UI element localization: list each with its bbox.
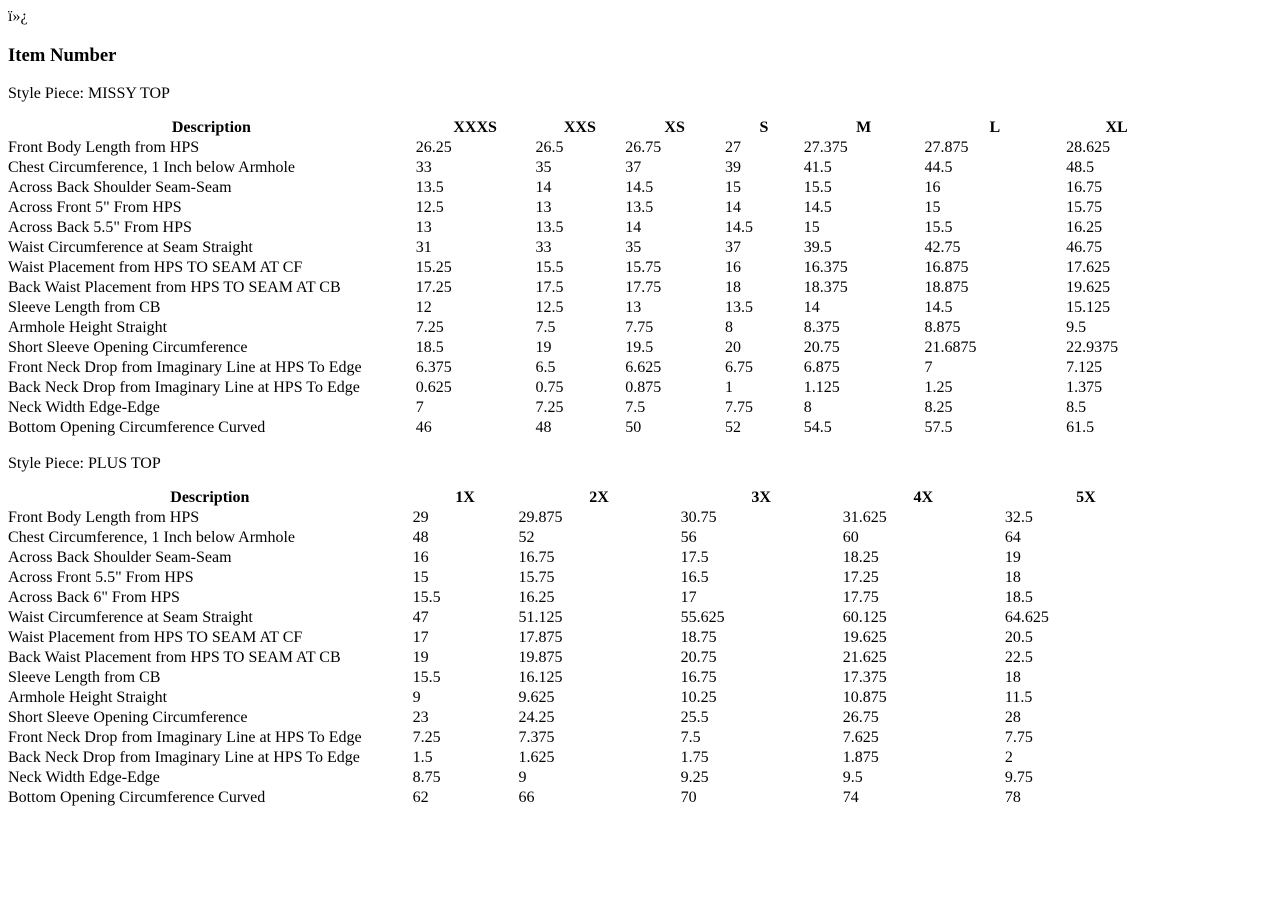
- measurement-value: 0.625: [415, 379, 452, 396]
- measurement-value: 1.75: [680, 749, 709, 766]
- column-header: 2X: [589, 489, 609, 506]
- measurement-value: 13: [625, 299, 642, 316]
- measurement-value: 27: [725, 139, 741, 156]
- table-row: [8, 199, 1167, 217]
- measurement-value: 62: [412, 789, 429, 806]
- measurement-value: 14.5: [803, 199, 832, 216]
- measurement-value: 8: [803, 399, 812, 416]
- measurement-value: 1.625: [518, 749, 555, 766]
- measurement-value: 31.625: [842, 509, 887, 526]
- encoding-artifact-text: ï»¿: [8, 8, 28, 25]
- measurement-value: 15.5: [412, 589, 441, 606]
- measurement-value: 19.625: [842, 629, 887, 646]
- measurement-value: 52: [725, 419, 741, 436]
- measurement-value: 14: [725, 199, 741, 216]
- measurement-description: Across Back Shoulder Seam-Seam: [8, 179, 232, 196]
- column-header: M: [856, 119, 872, 136]
- measurement-value: 54.5: [803, 419, 832, 436]
- measurement-value: 26.25: [415, 139, 452, 156]
- table-row: [8, 789, 1167, 807]
- measurement-value: 64: [1004, 529, 1021, 546]
- table-row: [8, 419, 1167, 437]
- measurement-value: 41.5: [803, 159, 832, 176]
- measurement-value: 19.875: [518, 649, 563, 666]
- measurement-description: Short Sleeve Opening Circumference: [8, 339, 248, 356]
- measurement-value: 9: [412, 689, 421, 706]
- measurement-value: 28.625: [1066, 139, 1111, 156]
- measurement-value: 7.5: [680, 729, 701, 746]
- measurement-value: 29.875: [518, 509, 563, 526]
- measurement-value: 57.5: [924, 419, 953, 436]
- measurement-value: 12.5: [415, 199, 444, 216]
- measurement-value: 32.5: [1004, 509, 1033, 526]
- measurement-value: 7.125: [1066, 359, 1103, 376]
- plus-size-table: [7, 487, 1168, 809]
- measurement-value: 2: [1004, 749, 1013, 766]
- measurement-value: 48.5: [1066, 159, 1095, 176]
- measurement-value: 6.5: [535, 359, 556, 376]
- table-row: [8, 589, 1167, 607]
- measurement-value: 17.25: [415, 279, 452, 296]
- measurement-value: 37: [725, 239, 741, 256]
- measurement-value: 18.5: [1004, 589, 1033, 606]
- measurement-description: Neck Width Edge-Edge: [8, 399, 160, 416]
- measurement-value: 7.25: [412, 729, 441, 746]
- table-row: [8, 259, 1167, 277]
- measurement-value: 14.5: [725, 219, 753, 236]
- measurement-description: Neck Width Edge-Edge: [8, 769, 160, 786]
- measurement-value: 8: [725, 319, 733, 336]
- measurement-description: Short Sleeve Opening Circumference: [8, 709, 248, 726]
- table-row: [8, 139, 1167, 157]
- measurement-value: 60.125: [842, 609, 887, 626]
- measurement-description: Armhole Height Straight: [8, 689, 168, 706]
- measurement-description: Back Waist Placement from HPS TO SEAM AT CB: [8, 279, 341, 296]
- column-header: XXXS: [453, 119, 497, 136]
- measurement-value: 9: [518, 769, 527, 786]
- measurement-value: 6.875: [803, 359, 840, 376]
- measurement-value: 52: [518, 529, 535, 546]
- measurement-value: 19: [535, 339, 552, 356]
- measurement-description: Waist Placement from HPS TO SEAM AT CF: [8, 629, 303, 646]
- measurement-value: 33: [415, 159, 432, 176]
- measurement-value: 18: [1004, 669, 1021, 686]
- measurement-description: Sleeve Length from CB: [8, 299, 161, 316]
- measurement-value: 7: [924, 359, 933, 376]
- measurement-value: 8.875: [924, 319, 961, 336]
- measurement-value: 6.625: [625, 359, 662, 376]
- measurement-value: 0.75: [535, 379, 564, 396]
- measurement-value: 20: [725, 339, 741, 356]
- measurement-value: 1: [725, 379, 733, 396]
- table-row: [8, 509, 1167, 527]
- table-row: [8, 319, 1167, 337]
- column-header: XXS: [563, 119, 596, 136]
- measurement-value: 9.625: [518, 689, 555, 706]
- measurement-value: 35: [535, 159, 552, 176]
- measurement-description: Front Body Length from HPS: [8, 139, 200, 156]
- table-row: [8, 399, 1167, 417]
- measurement-value: 61.5: [1066, 419, 1095, 436]
- measurement-value: 19.625: [1066, 279, 1111, 296]
- plus-top-section: [8, 455, 1272, 809]
- measurement-value: 15.75: [1066, 199, 1103, 216]
- table-row: [8, 669, 1167, 687]
- measurement-value: 17.25: [842, 569, 879, 586]
- measurement-value: 35: [625, 239, 642, 256]
- measurement-value: 8.75: [412, 769, 441, 786]
- table-row: [8, 279, 1167, 297]
- measurement-description: Across Back 6" From HPS: [8, 589, 180, 606]
- table-header-row: [8, 489, 1167, 507]
- measurement-value: 8.5: [1066, 399, 1087, 416]
- measurement-value: 15: [803, 219, 820, 236]
- table-row: [8, 549, 1167, 567]
- measurement-value: 31: [415, 239, 432, 256]
- measurement-description: Chest Circumference, 1 Inch below Armhole: [8, 529, 296, 546]
- measurement-value: 66: [518, 789, 535, 806]
- column-header: 1X: [455, 489, 475, 506]
- measurement-description: Waist Circumference at Seam Straight: [8, 239, 253, 256]
- measurement-description: Across Front 5.5" From HPS: [8, 569, 194, 586]
- measurement-value: 16.75: [1066, 179, 1103, 196]
- measurement-value: 13.5: [535, 219, 564, 236]
- measurement-value: 16.375: [803, 259, 848, 276]
- table-row: [8, 359, 1167, 377]
- measurement-value: 33: [535, 239, 552, 256]
- measurement-value: 7.25: [415, 319, 444, 336]
- measurement-value: 17.625: [1066, 259, 1111, 276]
- measurement-value: 7.5: [625, 399, 646, 416]
- measurement-value: 64.625: [1004, 609, 1049, 626]
- measurement-value: 16.75: [680, 669, 717, 686]
- column-header: Description: [171, 119, 251, 136]
- measurement-value: 1.5: [412, 749, 433, 766]
- measurement-description: Armhole Height Straight: [8, 319, 168, 336]
- measurement-value: 12: [415, 299, 432, 316]
- measurement-value: 14.5: [924, 299, 953, 316]
- measurement-value: 21.6875: [924, 339, 977, 356]
- measurement-value: 39.5: [803, 239, 832, 256]
- measurement-value: 14.5: [625, 179, 654, 196]
- measurement-value: 7.75: [1004, 729, 1033, 746]
- table-row: [8, 179, 1167, 197]
- column-header: 5X: [1076, 489, 1096, 506]
- measurement-value: 7: [415, 399, 424, 416]
- measurement-value: 19: [412, 649, 429, 666]
- table-row: [8, 609, 1167, 627]
- measurement-value: 15.75: [625, 259, 662, 276]
- measurement-value: 22.5: [1004, 649, 1033, 666]
- measurement-value: 15.5: [803, 179, 832, 196]
- table-row: [8, 689, 1167, 707]
- table-row: [8, 239, 1167, 257]
- measurement-value: 48: [535, 419, 552, 436]
- measurement-value: 14: [535, 179, 552, 196]
- measurement-value: 15.5: [535, 259, 564, 276]
- measurement-value: 22.9375: [1066, 339, 1119, 356]
- measurement-value: 15.75: [518, 569, 555, 586]
- measurement-value: 46: [415, 419, 432, 436]
- table-row: [8, 159, 1167, 177]
- measurement-value: 70: [680, 789, 697, 806]
- measurement-value: 7.5: [535, 319, 556, 336]
- measurement-description: Across Back 5.5" From HPS: [8, 219, 192, 236]
- measurement-value: 24.25: [518, 709, 555, 726]
- measurement-value: 17.5: [535, 279, 564, 296]
- measurement-value: 16: [412, 549, 429, 566]
- measurement-value: 16.25: [1066, 219, 1103, 236]
- measurement-value: 26.5: [535, 139, 564, 156]
- measurement-value: 11.5: [1004, 689, 1033, 706]
- column-header: 3X: [751, 489, 771, 506]
- measurement-value: 7.25: [535, 399, 564, 416]
- column-header: L: [989, 119, 1001, 136]
- measurement-value: 48: [412, 529, 429, 546]
- measurement-value: 15.5: [412, 669, 441, 686]
- measurement-value: 27.375: [803, 139, 848, 156]
- measurement-value: 19: [1004, 549, 1021, 566]
- measurement-value: 15.5: [924, 219, 953, 236]
- style-piece-label: Style Piece: MISSY TOP: [8, 85, 170, 102]
- measurement-value: 17: [412, 629, 429, 646]
- table-row: [8, 769, 1167, 787]
- measurement-value: 15: [725, 179, 741, 196]
- measurement-value: 46.75: [1066, 239, 1103, 256]
- measurement-value: 18.25: [842, 549, 879, 566]
- measurement-description: Sleeve Length from CB: [8, 669, 161, 686]
- measurement-description: Chest Circumference, 1 Inch below Armhole: [8, 159, 296, 176]
- column-header: XL: [1105, 119, 1128, 136]
- missy-top-section: [8, 85, 1272, 439]
- measurement-value: 9.5: [842, 769, 863, 786]
- table-row: [8, 569, 1167, 587]
- measurement-value: 1.875: [842, 749, 879, 766]
- measurement-value: 27.875: [924, 139, 969, 156]
- measurement-value: 18: [725, 279, 741, 296]
- table-row: [8, 649, 1167, 667]
- measurement-value: 26.75: [625, 139, 662, 156]
- style-piece-label: Style Piece: PLUS TOP: [8, 455, 161, 472]
- column-header: S: [759, 119, 769, 136]
- measurement-description: Across Back Shoulder Seam-Seam: [8, 549, 232, 566]
- measurement-value: 23: [412, 709, 429, 726]
- measurement-value: 78: [1004, 789, 1021, 806]
- measurement-value: 20.75: [680, 649, 717, 666]
- measurement-value: 16.125: [518, 669, 563, 686]
- measurement-value: 16.25: [518, 589, 555, 606]
- measurement-value: 15: [924, 199, 941, 216]
- measurement-value: 60: [842, 529, 859, 546]
- measurement-value: 8.25: [924, 399, 953, 416]
- measurement-value: 8.375: [803, 319, 840, 336]
- measurement-value: 15: [412, 569, 429, 586]
- measurement-value: 20.75: [803, 339, 840, 356]
- measurement-description: Back Neck Drop from Imaginary Line at HPS To Edge: [8, 379, 360, 396]
- measurement-value: 29: [412, 509, 429, 526]
- measurement-value: 17.75: [842, 589, 879, 606]
- measurement-description: Front Neck Drop from Imaginary Line at HPS To Edge: [8, 359, 362, 376]
- measurement-value: 9.25: [680, 769, 709, 786]
- measurement-value: 18.875: [924, 279, 969, 296]
- measurement-description: Bottom Opening Circumference Curved: [8, 789, 266, 806]
- measurement-value: 13: [415, 219, 432, 236]
- measurement-value: 13.5: [415, 179, 444, 196]
- measurement-description: Front Neck Drop from Imaginary Line at HPS To Edge: [8, 729, 362, 746]
- measurement-value: 16: [725, 259, 741, 276]
- measurement-value: 17: [680, 589, 697, 606]
- measurement-value: 1.25: [924, 379, 953, 396]
- measurement-value: 28: [1004, 709, 1021, 726]
- column-header: 4X: [913, 489, 934, 506]
- measurement-value: 50: [625, 419, 642, 436]
- measurement-value: 18: [1004, 569, 1021, 586]
- table-row: [8, 339, 1167, 357]
- missy-size-table: [7, 117, 1168, 439]
- measurement-value: 18.5: [415, 339, 444, 356]
- measurement-value: 47: [412, 609, 429, 626]
- measurement-value: 16.5: [680, 569, 709, 586]
- measurement-value: 13.5: [625, 199, 654, 216]
- measurement-value: 17.375: [842, 669, 887, 686]
- measurement-value: 42.75: [924, 239, 961, 256]
- table-row: [8, 709, 1167, 727]
- table-row: [8, 219, 1167, 237]
- table-header-row: [8, 119, 1167, 137]
- measurement-value: 17.875: [518, 629, 563, 646]
- measurement-value: 18.375: [803, 279, 848, 296]
- measurement-value: 51.125: [518, 609, 563, 626]
- measurement-value: 20.5: [1004, 629, 1033, 646]
- measurement-description: Back Waist Placement from HPS TO SEAM AT CB: [8, 649, 341, 666]
- measurement-description: Waist Circumference at Seam Straight: [8, 609, 253, 626]
- measurement-value: 10.875: [842, 689, 887, 706]
- measurement-value: 1.375: [1066, 379, 1103, 396]
- measurement-value: 16.875: [924, 259, 969, 276]
- measurement-value: 6.75: [725, 359, 753, 376]
- measurement-value: 12.5: [535, 299, 564, 316]
- measurement-value: 16.75: [518, 549, 555, 566]
- measurement-value: 10.25: [680, 689, 717, 706]
- measurement-value: 30.75: [680, 509, 717, 526]
- measurement-value: 21.625: [842, 649, 887, 666]
- measurement-value: 13: [535, 199, 552, 216]
- measurement-value: 14: [625, 219, 642, 236]
- column-header: Description: [170, 489, 250, 506]
- measurement-value: 7.375: [518, 729, 555, 746]
- table-row: [8, 629, 1167, 647]
- measurement-value: 15.125: [1066, 299, 1111, 316]
- page-title: Item Number: [8, 45, 117, 66]
- table-row: [8, 379, 1167, 397]
- measurement-value: 7.75: [725, 399, 753, 416]
- measurement-value: 16: [924, 179, 941, 196]
- measurement-value: 39: [725, 159, 741, 176]
- measurement-value: 9.75: [1004, 769, 1033, 786]
- measurement-value: 13.5: [725, 299, 753, 316]
- measurement-value: 7.625: [842, 729, 879, 746]
- measurement-value: 14: [803, 299, 820, 316]
- measurement-value: 18.75: [680, 629, 717, 646]
- table-row: [8, 299, 1167, 317]
- measurement-value: 9.5: [1066, 319, 1087, 336]
- measurement-value: 25.5: [680, 709, 709, 726]
- measurement-description: Across Front 5" From HPS: [8, 199, 182, 216]
- measurement-value: 1.125: [803, 379, 840, 396]
- measurement-value: 17.5: [680, 549, 709, 566]
- column-header: XS: [664, 119, 685, 136]
- measurement-description: Bottom Opening Circumference Curved: [8, 419, 266, 436]
- measurement-description: Back Neck Drop from Imaginary Line at HPS To Edge: [8, 749, 360, 766]
- measurement-value: 26.75: [842, 709, 879, 726]
- measurement-value: 55.625: [680, 609, 725, 626]
- measurement-value: 7.75: [625, 319, 654, 336]
- measurement-description: Waist Placement from HPS TO SEAM AT CF: [8, 259, 303, 276]
- measurement-value: 17.75: [625, 279, 662, 296]
- table-row: [8, 729, 1167, 747]
- measurement-value: 6.375: [415, 359, 452, 376]
- measurement-value: 44.5: [924, 159, 953, 176]
- measurement-description: Front Body Length from HPS: [8, 509, 200, 526]
- table-row: [8, 749, 1167, 767]
- measurement-value: 15.25: [415, 259, 452, 276]
- measurement-value: 0.875: [625, 379, 662, 396]
- measurement-value: 74: [842, 789, 859, 806]
- measurement-value: 19.5: [625, 339, 654, 356]
- measurement-value: 37: [625, 159, 642, 176]
- table-row: [8, 529, 1167, 547]
- measurement-value: 56: [680, 529, 697, 546]
